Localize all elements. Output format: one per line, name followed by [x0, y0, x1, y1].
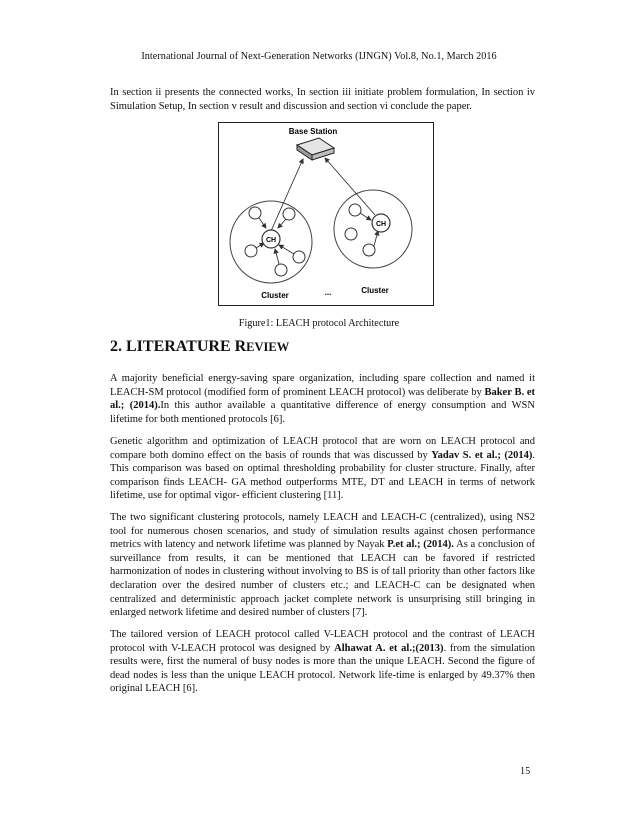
base-station-icon — [297, 138, 334, 160]
literature-paragraph-4: The tailored version of LEACH protocol called V-LEACH protocol and the contrast of LEACH protocol with V-LEACH protocol was designed by Alhawat A. et al.;(2013). from the simulation results were, first the numeral of busy nodes is more than the unique LEACH. Second the figure of dead nodes is less than the unique LEACH protocol. Network life-time is enlarged by 49.37% then original LEACH [6]. — [110, 629, 535, 695]
section-heading — [110, 338, 289, 356]
citation-baker: Baker B. et al.; (2014). — [110, 386, 536, 412]
section-number: 2. — [110, 338, 122, 355]
cluster-label-right: Cluster — [361, 286, 389, 295]
literature-paragraph-2: Genetic algorithm and optimization of LEACH protocol that are worn on LEACH protocol and compare both domino effect on the basis of rounds that was discussed by Yadav S. et al.; (2014). This comparison was based on optimal thresholding probability for cluster structure. Finally, after comparison finds LEACH- GA method outperforms MTE, DT and LEACH in terms of network lifetime, use for optimal vigor- efficient clustering [11]. — [110, 436, 535, 502]
ch-label-right: CH — [375, 221, 387, 228]
citation-nayak: P.et al.; (2014). — [387, 539, 454, 551]
ch-label-left: CH — [265, 237, 277, 244]
cluster-ellipsis: ... — [324, 288, 332, 297]
leach-diagram — [219, 123, 433, 305]
citation-yadav: Yadav S. et al.; (2014) — [431, 449, 533, 461]
literature-paragraph-1: A majority beneficial energy-saving spare organization, including spare collection and named it LEACH-SM protocol (modified form of prominent LEACH protocol) was deliberate by Baker B. et al.; (2014).In this author available a quantitative difference of energy consumption and WSN lifetime for both mentioned protocols [6]. — [110, 373, 536, 425]
intro-paragraph: In section ii presents the connected works, In section iii initiate problem formulation, In section iv Simulation Setup, In section v result and discussion and section vi conclude the paper. — [110, 87, 535, 112]
cluster-label-left: Cluster — [261, 291, 289, 300]
cluster-right — [334, 190, 412, 268]
citation-alhawat: Alhawat A. et al.;(2013) — [334, 642, 444, 654]
leach-architecture-figure — [218, 122, 434, 306]
section-title-main: LITERATURE R — [126, 338, 247, 355]
page-number: 15 — [520, 766, 531, 777]
base-station-label: Base Station — [288, 127, 338, 136]
figure-caption: Figure1: LEACH protocol Architecture — [238, 318, 400, 329]
running-header: International Journal of Next-Generation Networks (IJNGN) Vol.8, No.1, March 2016 — [141, 51, 497, 62]
literature-paragraph-3: The two significant clustering protocols, namely LEACH and LEACH-C (centralized), using NS2 tool for numerous chosen scenarios, and study of simulation results against chosen performance metrics with latency and network lifetime was planned by Nayak P.et al.; (2014). As a conclusion of surveillance from results, it can be mentioned that LEACH can be favored if restricted harmonization of nodes in clustering without involving to BS is of tall priority than other factors like declaration over the desired number of clusters etc.; and LEACH-C can be designated when centralized and deterministic approach jacket complete network is unsurprising still bringing in enlarged network lifetime and desired number of clusters [7]. — [110, 512, 535, 619]
section-title-small: EVIEW — [246, 340, 290, 354]
